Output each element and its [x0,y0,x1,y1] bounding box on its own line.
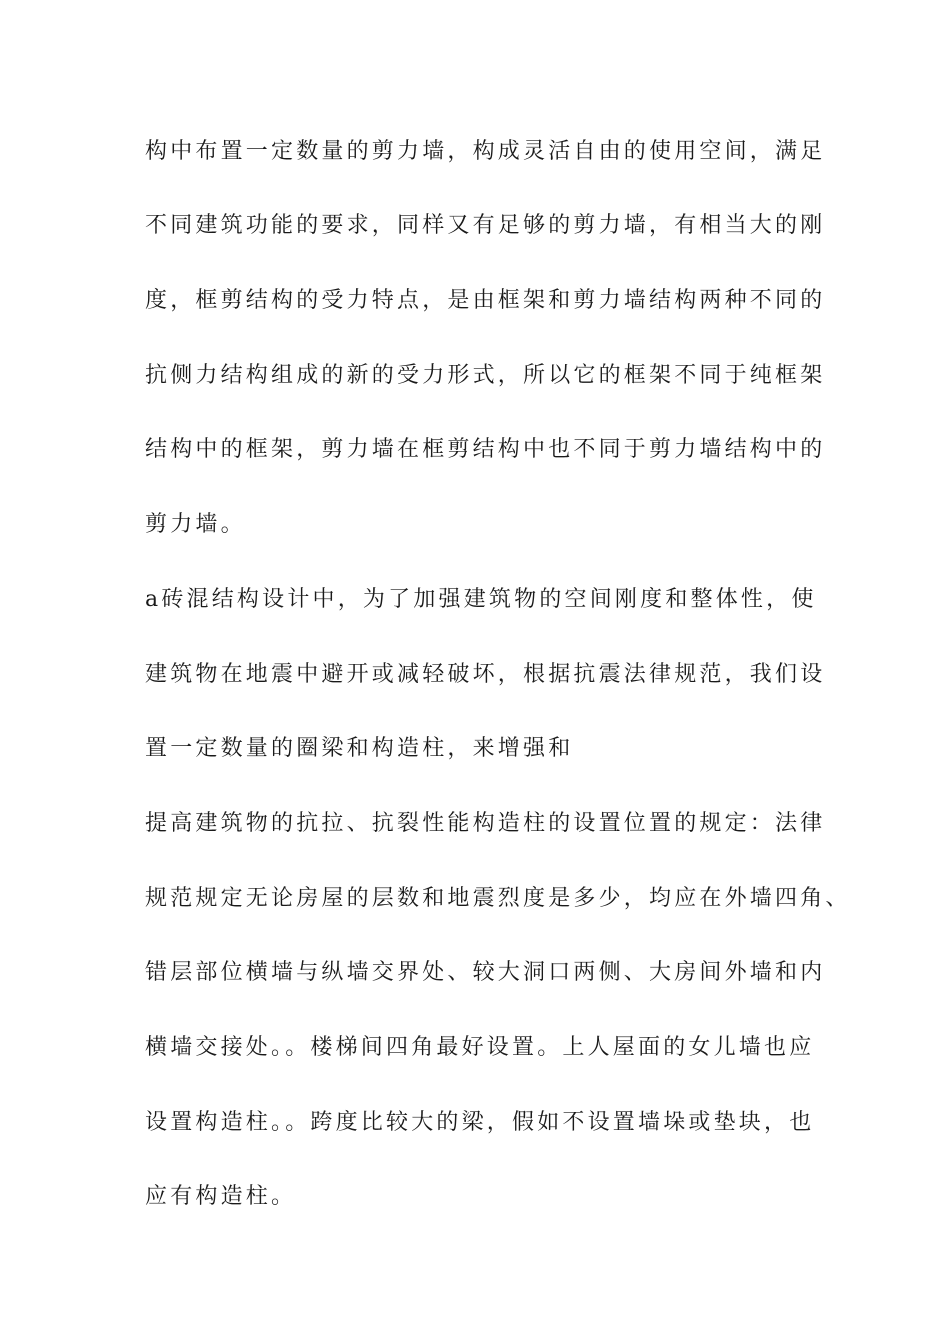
text-line: 错层部位横墙与纵墙交界处、较大洞口两侧、大房间外墙和内 [145,960,826,985]
text-line: 结构中的框架，剪力墙在框剪结构中也不同于剪力墙结构中的 [145,437,826,462]
text-line: 应有构造柱。 [145,1184,297,1209]
text-line: 置一定数量的圈梁和构造柱，来增强和 [145,736,574,761]
text-line: 设置构造柱。。跨度比较大的梁，假如不设置墙垛或垫块，也 [145,1110,815,1135]
text-line: 剪力墙。 [145,512,246,537]
text-line: 抗侧力结构组成的新的受力形式，所以它的框架不同于纯框架 [145,363,826,388]
text-line: 建筑物在地震中避开或减轻破坏，根据抗震法律规范，我们设 [145,662,826,687]
text-line: 构中布置一定数量的剪力墙，构成灵活自由的使用空间，满足 [145,139,826,164]
text-line: 不同建筑功能的要求，同样又有足够的剪力墙，有相当大的刚 [145,213,826,238]
text-line: a砖混结构设计中，为了加强建筑物的空间刚度和整体性，使 [145,587,817,612]
text-line: 规范规定无论房屋的层数和地震烈度是多少，均应在外墙四角、 [145,886,851,911]
text-line: 提高建筑物的抗拉、抗裂性能构造柱的设置位置的规定：法律 [145,811,826,836]
text-line: 横墙交接处。。楼梯间四角最好设置。上人屋面的女儿墙也应 [145,1035,815,1060]
text-line: 度，框剪结构的受力特点，是由框架和剪力墙结构两种不同的 [145,288,826,313]
